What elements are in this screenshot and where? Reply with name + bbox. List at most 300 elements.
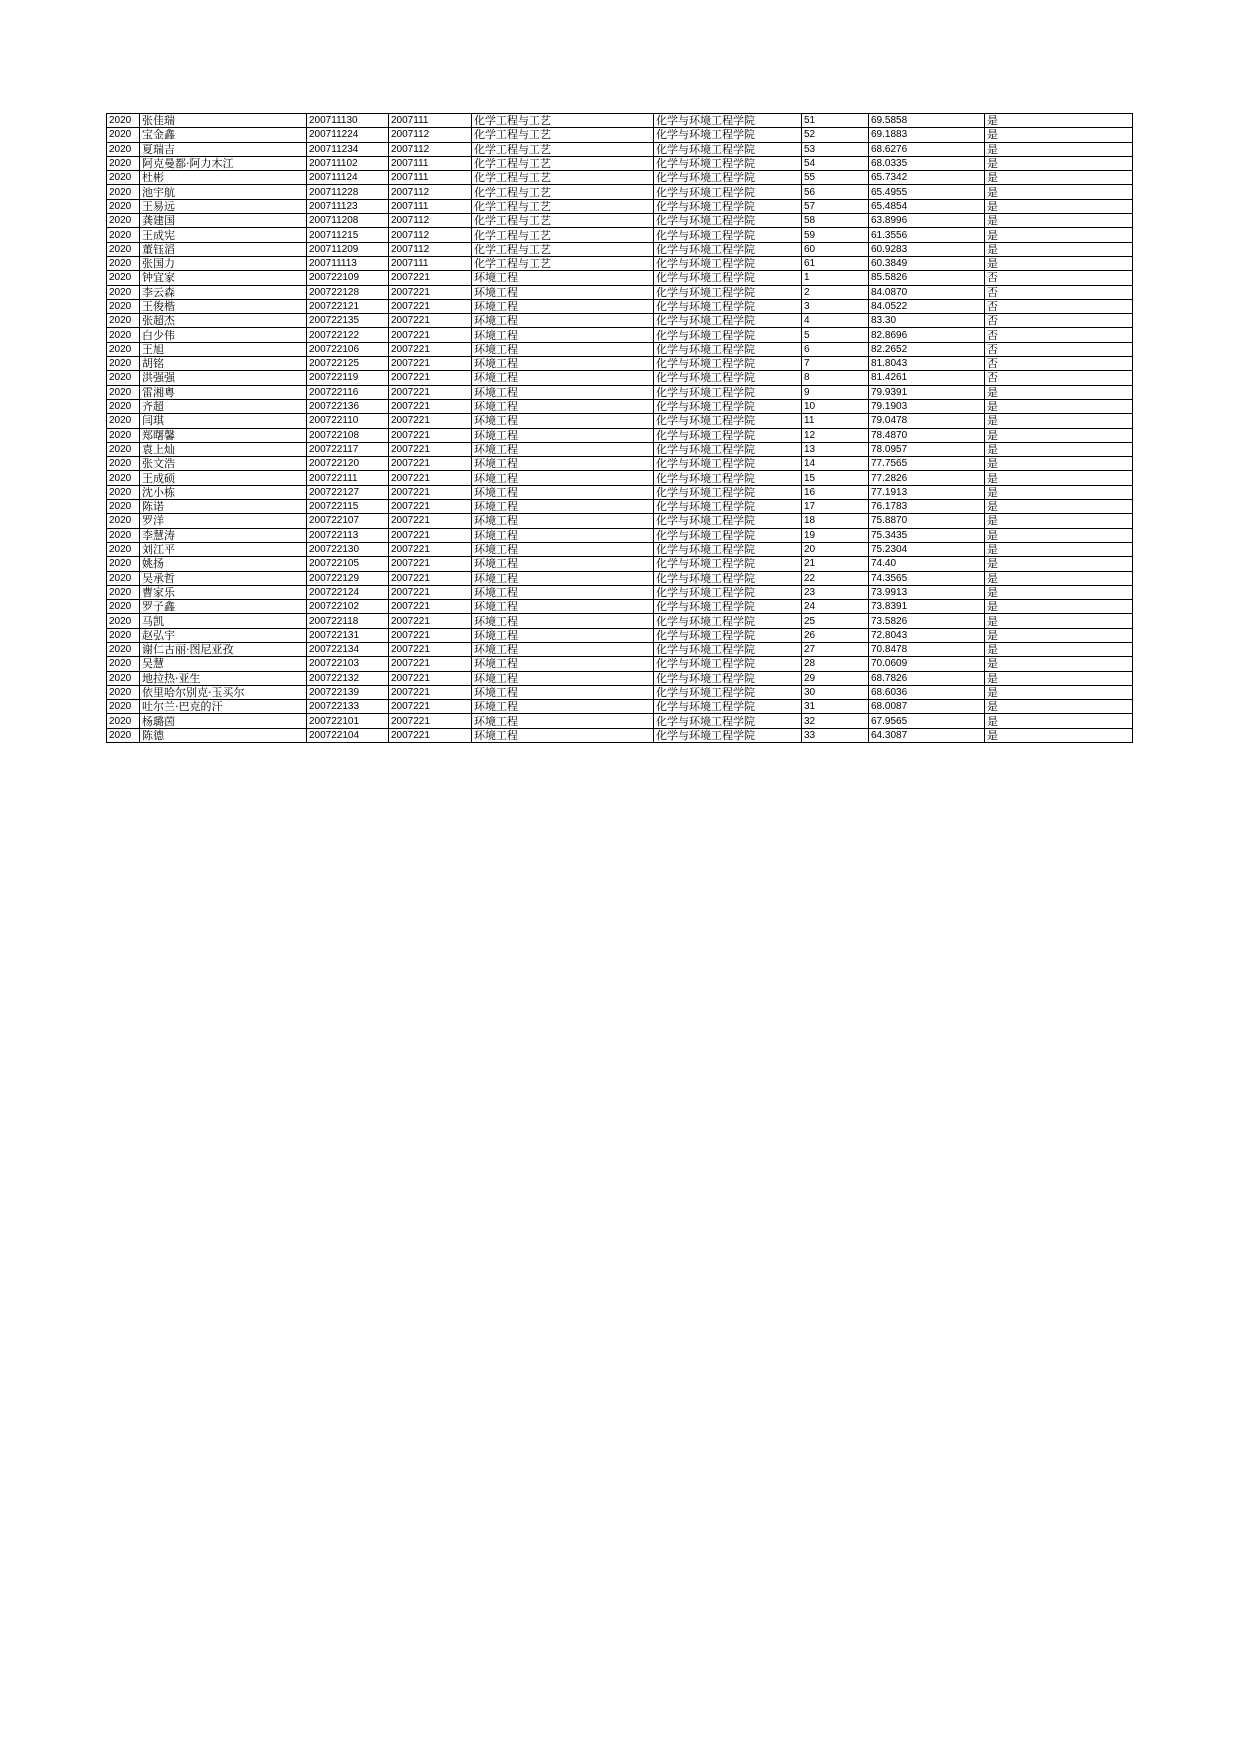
name-cell: 董钰滔 (140, 242, 307, 256)
score-cell: 64.3087 (869, 728, 985, 742)
name-cell: 郑曙馨 (140, 428, 307, 442)
student-id-cell: 200711102 (307, 156, 389, 170)
student-id-cell: 200711124 (307, 171, 389, 185)
year-cell: 2020 (107, 171, 140, 185)
year-cell: 2020 (107, 471, 140, 485)
table-row (107, 242, 1133, 256)
major-cell: 环境工程 (472, 457, 654, 471)
table-row (107, 342, 1133, 356)
name-cell: 袁上灿 (140, 442, 307, 456)
major-cell: 环境工程 (472, 571, 654, 585)
flag-cell: 是 (985, 471, 1133, 485)
class-id-cell: 2007221 (389, 457, 472, 471)
table-row (107, 414, 1133, 428)
major-cell: 环境工程 (472, 485, 654, 499)
table-row (107, 514, 1133, 528)
college-cell: 化学与环境工程学院 (654, 314, 802, 328)
name-cell: 宝金鑫 (140, 128, 307, 142)
major-cell: 环境工程 (472, 328, 654, 342)
flag-cell: 是 (985, 571, 1133, 585)
college-cell: 化学与环境工程学院 (654, 214, 802, 228)
college-cell: 化学与环境工程学院 (654, 256, 802, 270)
student-id-cell: 200722133 (307, 700, 389, 714)
rank-cell: 30 (802, 685, 869, 699)
score-cell: 75.3435 (869, 528, 985, 542)
name-cell: 王成硕 (140, 471, 307, 485)
class-id-cell: 2007221 (389, 485, 472, 499)
flag-cell: 是 (985, 242, 1133, 256)
major-cell: 环境工程 (472, 514, 654, 528)
major-cell: 环境工程 (472, 657, 654, 671)
name-cell: 张超杰 (140, 314, 307, 328)
flag-cell: 是 (985, 500, 1133, 514)
rank-cell: 23 (802, 585, 869, 599)
major-cell: 环境工程 (472, 585, 654, 599)
student-id-cell: 200722118 (307, 614, 389, 628)
major-cell: 环境工程 (472, 542, 654, 556)
flag-cell: 否 (985, 328, 1133, 342)
table-row (107, 328, 1133, 342)
name-cell: 陈德 (140, 728, 307, 742)
student-id-cell: 200722132 (307, 671, 389, 685)
name-cell: 闫琪 (140, 414, 307, 428)
college-cell: 化学与环境工程学院 (654, 357, 802, 371)
year-cell: 2020 (107, 728, 140, 742)
rank-cell: 33 (802, 728, 869, 742)
class-id-cell: 2007112 (389, 228, 472, 242)
student-id-cell: 200722115 (307, 500, 389, 514)
student-id-cell: 200711113 (307, 256, 389, 270)
score-cell: 65.4955 (869, 185, 985, 199)
table-row (107, 128, 1133, 142)
student-id-cell: 200722104 (307, 728, 389, 742)
year-cell: 2020 (107, 457, 140, 471)
table-row (107, 371, 1133, 385)
flag-cell: 否 (985, 271, 1133, 285)
table-row (107, 214, 1133, 228)
name-cell: 王成宪 (140, 228, 307, 242)
table-row (107, 385, 1133, 399)
rank-cell: 51 (802, 114, 869, 128)
college-cell: 化学与环境工程学院 (654, 242, 802, 256)
college-cell: 化学与环境工程学院 (654, 285, 802, 299)
table-row (107, 485, 1133, 499)
year-cell: 2020 (107, 671, 140, 685)
college-cell: 化学与环境工程学院 (654, 542, 802, 556)
student-id-cell: 200722120 (307, 457, 389, 471)
year-cell: 2020 (107, 371, 140, 385)
name-cell: 李慧涛 (140, 528, 307, 542)
table-row (107, 471, 1133, 485)
flag-cell: 是 (985, 385, 1133, 399)
class-id-cell: 2007221 (389, 371, 472, 385)
score-cell: 77.1913 (869, 485, 985, 499)
college-cell: 化学与环境工程学院 (654, 271, 802, 285)
class-id-cell: 2007221 (389, 657, 472, 671)
table-row (107, 500, 1133, 514)
college-cell: 化学与环境工程学院 (654, 185, 802, 199)
major-cell: 化学工程与工艺 (472, 199, 654, 213)
major-cell: 环境工程 (472, 528, 654, 542)
college-cell: 化学与环境工程学院 (654, 385, 802, 399)
rank-cell: 59 (802, 228, 869, 242)
college-cell: 化学与环境工程学院 (654, 371, 802, 385)
score-cell: 84.0522 (869, 299, 985, 313)
class-id-cell: 2007221 (389, 314, 472, 328)
year-cell: 2020 (107, 528, 140, 542)
table-row (107, 142, 1133, 156)
table-row (107, 285, 1133, 299)
rank-cell: 9 (802, 385, 869, 399)
table-row (107, 671, 1133, 685)
class-id-cell: 2007221 (389, 271, 472, 285)
major-cell: 环境工程 (472, 714, 654, 728)
score-cell: 81.8043 (869, 357, 985, 371)
major-cell: 化学工程与工艺 (472, 228, 654, 242)
name-cell: 白少伟 (140, 328, 307, 342)
rank-cell: 58 (802, 214, 869, 228)
year-cell: 2020 (107, 228, 140, 242)
rank-cell: 20 (802, 542, 869, 556)
class-id-cell: 2007221 (389, 571, 472, 585)
name-cell: 陈诺 (140, 500, 307, 514)
score-cell: 67.9565 (869, 714, 985, 728)
year-cell: 2020 (107, 142, 140, 156)
major-cell: 化学工程与工艺 (472, 156, 654, 170)
college-cell: 化学与环境工程学院 (654, 471, 802, 485)
flag-cell: 是 (985, 642, 1133, 656)
spreadsheet-page (106, 113, 1132, 743)
table-row (107, 685, 1133, 699)
table-row (107, 185, 1133, 199)
student-id-cell: 200722124 (307, 585, 389, 599)
class-id-cell: 2007221 (389, 542, 472, 556)
student-id-cell: 200722134 (307, 642, 389, 656)
score-cell: 60.9283 (869, 242, 985, 256)
student-id-cell: 200711228 (307, 185, 389, 199)
class-id-cell: 2007221 (389, 671, 472, 685)
year-cell: 2020 (107, 385, 140, 399)
major-cell: 环境工程 (472, 500, 654, 514)
flag-cell: 是 (985, 514, 1133, 528)
college-cell: 化学与环境工程学院 (654, 342, 802, 356)
class-id-cell: 2007112 (389, 128, 472, 142)
year-cell: 2020 (107, 585, 140, 599)
flag-cell: 是 (985, 714, 1133, 728)
major-cell: 化学工程与工艺 (472, 114, 654, 128)
name-cell: 依里哈尔别克·玉买尔 (140, 685, 307, 699)
table-row (107, 542, 1133, 556)
college-cell: 化学与环境工程学院 (654, 156, 802, 170)
student-id-cell: 200722117 (307, 442, 389, 456)
student-id-cell: 200722102 (307, 600, 389, 614)
major-cell: 环境工程 (472, 685, 654, 699)
score-cell: 85.5826 (869, 271, 985, 285)
college-cell: 化学与环境工程学院 (654, 128, 802, 142)
score-cell: 73.8391 (869, 600, 985, 614)
score-cell: 78.4870 (869, 428, 985, 442)
year-cell: 2020 (107, 485, 140, 499)
major-cell: 环境工程 (472, 628, 654, 642)
year-cell: 2020 (107, 714, 140, 728)
student-id-cell: 200722121 (307, 299, 389, 313)
year-cell: 2020 (107, 542, 140, 556)
table-row (107, 571, 1133, 585)
table-row (107, 314, 1133, 328)
rank-cell: 55 (802, 171, 869, 185)
college-cell: 化学与环境工程学院 (654, 228, 802, 242)
table-row (107, 457, 1133, 471)
rank-cell: 16 (802, 485, 869, 499)
table-row (107, 585, 1133, 599)
student-id-cell: 200711208 (307, 214, 389, 228)
table-row (107, 156, 1133, 170)
score-cell: 72.8043 (869, 628, 985, 642)
rank-cell: 32 (802, 714, 869, 728)
year-cell: 2020 (107, 514, 140, 528)
year-cell: 2020 (107, 442, 140, 456)
major-cell: 环境工程 (472, 700, 654, 714)
class-id-cell: 2007221 (389, 399, 472, 413)
name-cell: 谢仁古丽·图尼亚孜 (140, 642, 307, 656)
score-cell: 77.2826 (869, 471, 985, 485)
flag-cell: 是 (985, 600, 1133, 614)
year-cell: 2020 (107, 214, 140, 228)
flag-cell: 是 (985, 128, 1133, 142)
rank-cell: 1 (802, 271, 869, 285)
year-cell: 2020 (107, 628, 140, 642)
score-cell: 65.4854 (869, 199, 985, 213)
rank-cell: 25 (802, 614, 869, 628)
class-id-cell: 2007221 (389, 414, 472, 428)
class-id-cell: 2007221 (389, 614, 472, 628)
class-id-cell: 2007221 (389, 428, 472, 442)
table-row (107, 114, 1133, 128)
rank-cell: 6 (802, 342, 869, 356)
data-table (106, 113, 1133, 743)
name-cell: 吴承哲 (140, 571, 307, 585)
student-id-cell: 200722105 (307, 557, 389, 571)
rank-cell: 13 (802, 442, 869, 456)
rank-cell: 17 (802, 500, 869, 514)
major-cell: 环境工程 (472, 357, 654, 371)
table-row (107, 428, 1133, 442)
college-cell: 化学与环境工程学院 (654, 428, 802, 442)
year-cell: 2020 (107, 328, 140, 342)
flag-cell: 否 (985, 371, 1133, 385)
student-id-cell: 200722139 (307, 685, 389, 699)
name-cell: 齐超 (140, 399, 307, 413)
college-cell: 化学与环境工程学院 (654, 642, 802, 656)
name-cell: 马凯 (140, 614, 307, 628)
flag-cell: 是 (985, 614, 1133, 628)
student-id-cell: 200722122 (307, 328, 389, 342)
year-cell: 2020 (107, 500, 140, 514)
major-cell: 环境工程 (472, 299, 654, 313)
name-cell: 沈小栋 (140, 485, 307, 499)
student-id-cell: 200722111 (307, 471, 389, 485)
score-cell: 82.2652 (869, 342, 985, 356)
name-cell: 姚扬 (140, 557, 307, 571)
major-cell: 化学工程与工艺 (472, 142, 654, 156)
name-cell: 阿克曼都·阿力木江 (140, 156, 307, 170)
score-cell: 73.5826 (869, 614, 985, 628)
score-cell: 84.0870 (869, 285, 985, 299)
score-cell: 68.7826 (869, 671, 985, 685)
class-id-cell: 2007221 (389, 700, 472, 714)
name-cell: 罗洋 (140, 514, 307, 528)
college-cell: 化学与环境工程学院 (654, 299, 802, 313)
class-id-cell: 2007221 (389, 628, 472, 642)
class-id-cell: 2007221 (389, 500, 472, 514)
table-row (107, 628, 1133, 642)
year-cell: 2020 (107, 114, 140, 128)
class-id-cell: 2007221 (389, 357, 472, 371)
table-row (107, 399, 1133, 413)
college-cell: 化学与环境工程学院 (654, 171, 802, 185)
student-id-cell: 200711209 (307, 242, 389, 256)
college-cell: 化学与环境工程学院 (654, 585, 802, 599)
student-id-cell: 200722108 (307, 428, 389, 442)
table-row (107, 657, 1133, 671)
student-id-cell: 200722101 (307, 714, 389, 728)
flag-cell: 是 (985, 700, 1133, 714)
table-row (107, 442, 1133, 456)
score-cell: 60.3849 (869, 256, 985, 270)
year-cell: 2020 (107, 657, 140, 671)
rank-cell: 29 (802, 671, 869, 685)
class-id-cell: 2007112 (389, 142, 472, 156)
major-cell: 环境工程 (472, 385, 654, 399)
major-cell: 环境工程 (472, 442, 654, 456)
year-cell: 2020 (107, 199, 140, 213)
flag-cell: 是 (985, 171, 1133, 185)
rank-cell: 2 (802, 285, 869, 299)
student-id-cell: 200711130 (307, 114, 389, 128)
score-cell: 73.9913 (869, 585, 985, 599)
name-cell: 李云森 (140, 285, 307, 299)
table-row (107, 271, 1133, 285)
score-cell: 79.1903 (869, 399, 985, 413)
year-cell: 2020 (107, 128, 140, 142)
college-cell: 化学与环境工程学院 (654, 700, 802, 714)
year-cell: 2020 (107, 299, 140, 313)
flag-cell: 是 (985, 557, 1133, 571)
rank-cell: 57 (802, 199, 869, 213)
name-cell: 胡铭 (140, 357, 307, 371)
major-cell: 环境工程 (472, 671, 654, 685)
name-cell: 龚建国 (140, 214, 307, 228)
class-id-cell: 2007112 (389, 214, 472, 228)
score-cell: 75.8870 (869, 514, 985, 528)
college-cell: 化学与环境工程学院 (654, 714, 802, 728)
college-cell: 化学与环境工程学院 (654, 500, 802, 514)
class-id-cell: 2007111 (389, 171, 472, 185)
major-cell: 环境工程 (472, 471, 654, 485)
table-row (107, 557, 1133, 571)
class-id-cell: 2007221 (389, 585, 472, 599)
flag-cell: 是 (985, 442, 1133, 456)
rank-cell: 60 (802, 242, 869, 256)
rank-cell: 56 (802, 185, 869, 199)
student-id-cell: 200711215 (307, 228, 389, 242)
year-cell: 2020 (107, 271, 140, 285)
major-cell: 化学工程与工艺 (472, 185, 654, 199)
score-cell: 79.0478 (869, 414, 985, 428)
flag-cell: 是 (985, 156, 1133, 170)
year-cell: 2020 (107, 314, 140, 328)
college-cell: 化学与环境工程学院 (654, 685, 802, 699)
class-id-cell: 2007111 (389, 156, 472, 170)
table-row (107, 256, 1133, 270)
score-cell: 70.0609 (869, 657, 985, 671)
class-id-cell: 2007221 (389, 285, 472, 299)
class-id-cell: 2007111 (389, 199, 472, 213)
year-cell: 2020 (107, 700, 140, 714)
flag-cell: 是 (985, 256, 1133, 270)
student-id-cell: 200722113 (307, 528, 389, 542)
rank-cell: 18 (802, 514, 869, 528)
year-cell: 2020 (107, 399, 140, 413)
flag-cell: 是 (985, 585, 1133, 599)
table-row (107, 299, 1133, 313)
flag-cell: 否 (985, 314, 1133, 328)
student-id-cell: 200722107 (307, 514, 389, 528)
table-row (107, 171, 1133, 185)
flag-cell: 是 (985, 728, 1133, 742)
score-cell: 83.30 (869, 314, 985, 328)
score-cell: 68.6036 (869, 685, 985, 699)
flag-cell: 是 (985, 628, 1133, 642)
flag-cell: 是 (985, 528, 1133, 542)
rank-cell: 22 (802, 571, 869, 585)
name-cell: 赵弘宇 (140, 628, 307, 642)
major-cell: 环境工程 (472, 342, 654, 356)
score-cell: 76.1783 (869, 500, 985, 514)
flag-cell: 是 (985, 428, 1133, 442)
score-cell: 69.1883 (869, 128, 985, 142)
major-cell: 环境工程 (472, 414, 654, 428)
college-cell: 化学与环境工程学院 (654, 114, 802, 128)
rank-cell: 53 (802, 142, 869, 156)
college-cell: 化学与环境工程学院 (654, 600, 802, 614)
rank-cell: 8 (802, 371, 869, 385)
college-cell: 化学与环境工程学院 (654, 514, 802, 528)
class-id-cell: 2007221 (389, 714, 472, 728)
name-cell: 王俊楷 (140, 299, 307, 313)
major-cell: 环境工程 (472, 285, 654, 299)
college-cell: 化学与环境工程学院 (654, 414, 802, 428)
score-cell: 81.4261 (869, 371, 985, 385)
rank-cell: 19 (802, 528, 869, 542)
year-cell: 2020 (107, 357, 140, 371)
flag-cell: 是 (985, 114, 1133, 128)
rank-cell: 3 (802, 299, 869, 313)
name-cell: 刘江平 (140, 542, 307, 556)
table-row (107, 728, 1133, 742)
major-cell: 化学工程与工艺 (472, 171, 654, 185)
table-row (107, 600, 1133, 614)
major-cell: 环境工程 (472, 728, 654, 742)
score-cell: 79.9391 (869, 385, 985, 399)
name-cell: 吴慧 (140, 657, 307, 671)
class-id-cell: 2007221 (389, 471, 472, 485)
class-id-cell: 2007221 (389, 557, 472, 571)
class-id-cell: 2007221 (389, 342, 472, 356)
name-cell: 张文浩 (140, 457, 307, 471)
college-cell: 化学与环境工程学院 (654, 142, 802, 156)
student-id-cell: 200722127 (307, 485, 389, 499)
